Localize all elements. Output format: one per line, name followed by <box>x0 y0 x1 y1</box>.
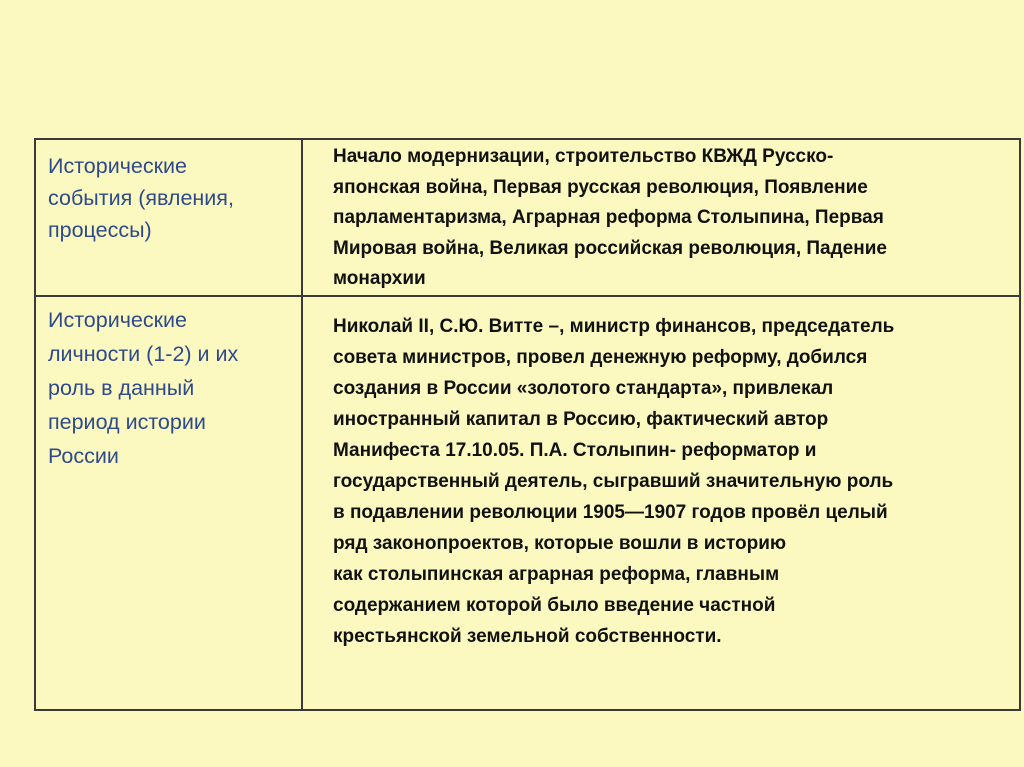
table-row-persons <box>35 296 1020 710</box>
history-table <box>34 138 1021 711</box>
persons-content: Николай II, С.Ю. Витте –, министр финансов, председатель совета министров, провел денежную реформу, добился создания в России «золотого стандарта», привлекал иностранный капитал в Россию, фактический автор Манифеста 17.10.05. П.А. Столыпин- реформатор и государственный деятель, сыгравший значительную роль в подавлении революции 1905—1907 годов провёл целый ряд законопроектов, которые вошли в историю как столыпинская аграрная реформа, главным содержанием которой было введение частной крестьянской земельной собственности. <box>333 315 895 647</box>
events-content-cell <box>302 139 1020 296</box>
persons-content-cell <box>302 296 1020 710</box>
persons-label: Исторические личности (1-2) и их роль в данный период истории России <box>48 307 239 468</box>
persons-label-cell <box>35 296 302 710</box>
events-content: Начало модернизации, строительство КВЖД Русско- японская война, Первая русская революция, Появление парламентаризма, Аграрная реформа Столыпина, Первая Мировая война, Великая российская революция, Падение монархии <box>333 146 887 289</box>
events-label: Исторические события (явления, процессы) <box>48 154 234 242</box>
table-row-events <box>35 139 1020 296</box>
events-label-cell <box>35 139 302 296</box>
